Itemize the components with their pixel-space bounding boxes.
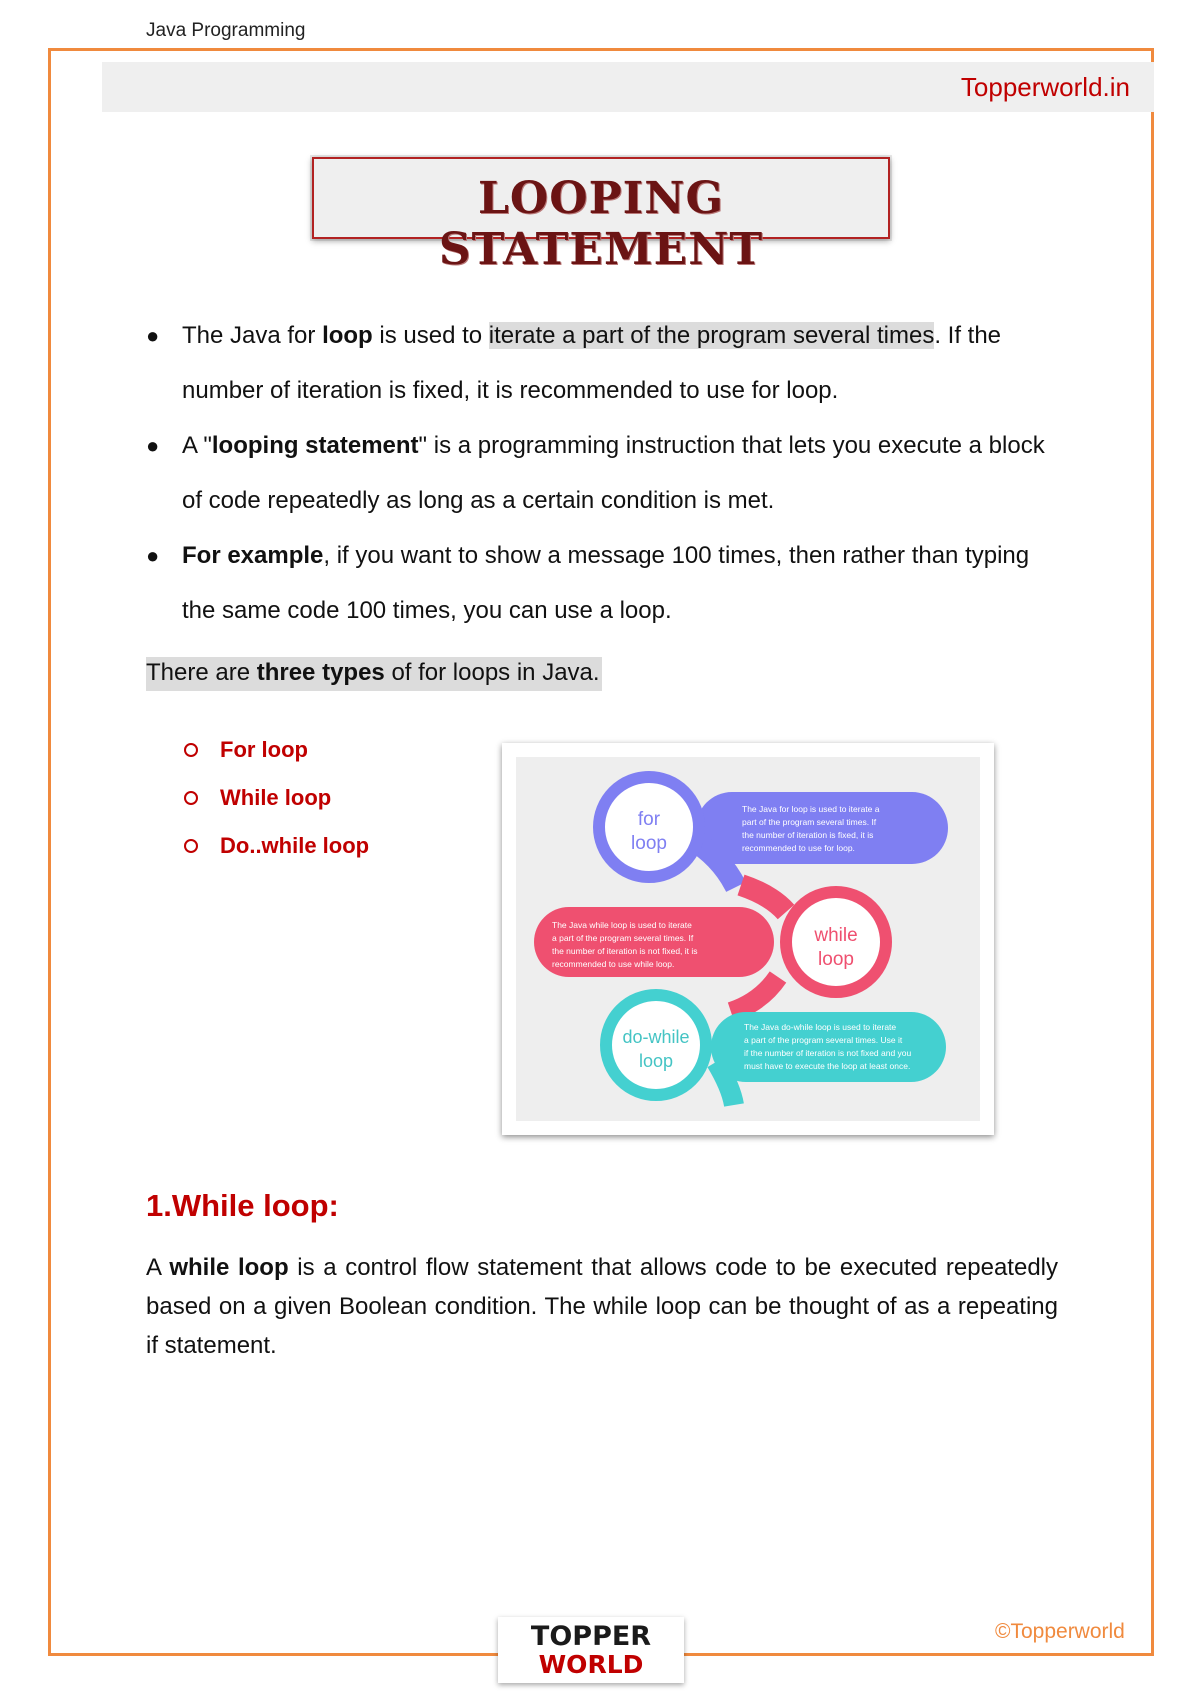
- loop-type-item: [178, 737, 369, 785]
- text: A ": [182, 432, 212, 459]
- text: A: [146, 1254, 170, 1281]
- for-word: for: [637, 809, 661, 830]
- for-desc-line: The Java for loop is used to iterate a: [742, 804, 880, 814]
- text: is used to: [372, 322, 489, 349]
- diagram-svg: [516, 757, 980, 1121]
- title-box: [312, 157, 890, 275]
- dowhile-desc-line: must have to execute the loop at least once.: [744, 1061, 911, 1071]
- dowhile-desc-line: if the number of iteration is not fixed and you: [744, 1048, 912, 1058]
- for-desc-line: recommended to use for loop.: [742, 843, 855, 853]
- text: of for loops in Java.: [384, 659, 600, 686]
- dowhile-desc-line: a part of the program several times. Use it: [744, 1035, 903, 1045]
- bold-text: loop: [322, 322, 373, 349]
- bullet-item: [146, 418, 1060, 528]
- bold-text: looping statement: [211, 432, 419, 459]
- text: . If the number of iteration is fixed, it is recommended to use for loop.: [182, 322, 1002, 404]
- loop-type-label: For loop: [220, 737, 308, 762]
- while-desc-line: The Java while loop is used to iterate: [552, 920, 692, 930]
- bullet-icon: ●: [146, 323, 160, 348]
- copyright: ©Topperworld: [995, 1620, 1125, 1643]
- dowhile-word: do-while: [622, 1027, 690, 1047]
- circle-bullet-icon: [184, 791, 198, 805]
- intro-bullets: [146, 308, 1060, 638]
- loop-type-item: [178, 833, 369, 881]
- text: " is a programming instruction that lets you execute a block of code repeatedly as long as a certain condition is met.: [182, 432, 1045, 514]
- text: is a control flow statement that allows code to be executed repeatedly based on a given Boolean condition. The while loop can be thought of as a repeating if statement.: [146, 1254, 1058, 1359]
- bold-text: while loop: [169, 1254, 289, 1281]
- text: , if you want to show a message 100 times, then rather than typing the same code 100 times, you can use a loop.: [182, 542, 1030, 624]
- bold-text: For example: [182, 542, 324, 569]
- topperworld-logo: [498, 1617, 684, 1683]
- while-loop-word: loop: [818, 949, 854, 970]
- while-word: while: [814, 925, 858, 946]
- loop-type-label: Do..while loop: [220, 833, 370, 858]
- for-loop-word: loop: [631, 833, 667, 854]
- types-line: [146, 657, 602, 691]
- circle-bullet-icon: [184, 743, 198, 757]
- bullet-item: [146, 528, 1060, 638]
- bold-text: three types: [256, 659, 385, 686]
- bullet-item: [146, 308, 1060, 418]
- bullet-icon: ●: [146, 543, 160, 568]
- dowhile-loop-word: loop: [638, 1051, 674, 1071]
- page-title: LOOPING STATEMENT: [438, 173, 764, 275]
- section-paragraph: [146, 1248, 1058, 1365]
- while-desc-line: a part of the program several times. If: [552, 933, 694, 943]
- logo-top-text: TOPPER: [530, 1621, 652, 1652]
- document-header-title: Java Programming: [146, 20, 306, 41]
- bullet-icon: ●: [146, 433, 160, 458]
- logo-bottom-text: WORLD: [538, 1650, 644, 1679]
- text: There are: [146, 659, 257, 686]
- loop-types-list: [178, 737, 369, 881]
- loop-type-item: [178, 785, 369, 833]
- for-desc-line: part of the program several times. If: [742, 817, 877, 827]
- highlighted-text: iterate a part of the program several times: [488, 322, 935, 349]
- circle-bullet-icon: [184, 839, 198, 853]
- text: The Java for: [182, 322, 323, 349]
- for-desc-line: the number of iteration is fixed, it is: [742, 830, 874, 840]
- site-name: Topperworld.in: [960, 72, 1130, 102]
- for-desc-bubble: [696, 792, 948, 864]
- while-desc-line: the number of iteration is not fixed, it is: [552, 946, 698, 956]
- loop-type-label: While loop: [220, 785, 332, 810]
- dowhile-desc-line: The Java do-while loop is used to iterate: [744, 1022, 897, 1032]
- while-desc-line: recommended to use while loop.: [552, 959, 675, 969]
- section-heading: 1.While loop:: [146, 1188, 339, 1223]
- loop-types-diagram: [502, 743, 994, 1135]
